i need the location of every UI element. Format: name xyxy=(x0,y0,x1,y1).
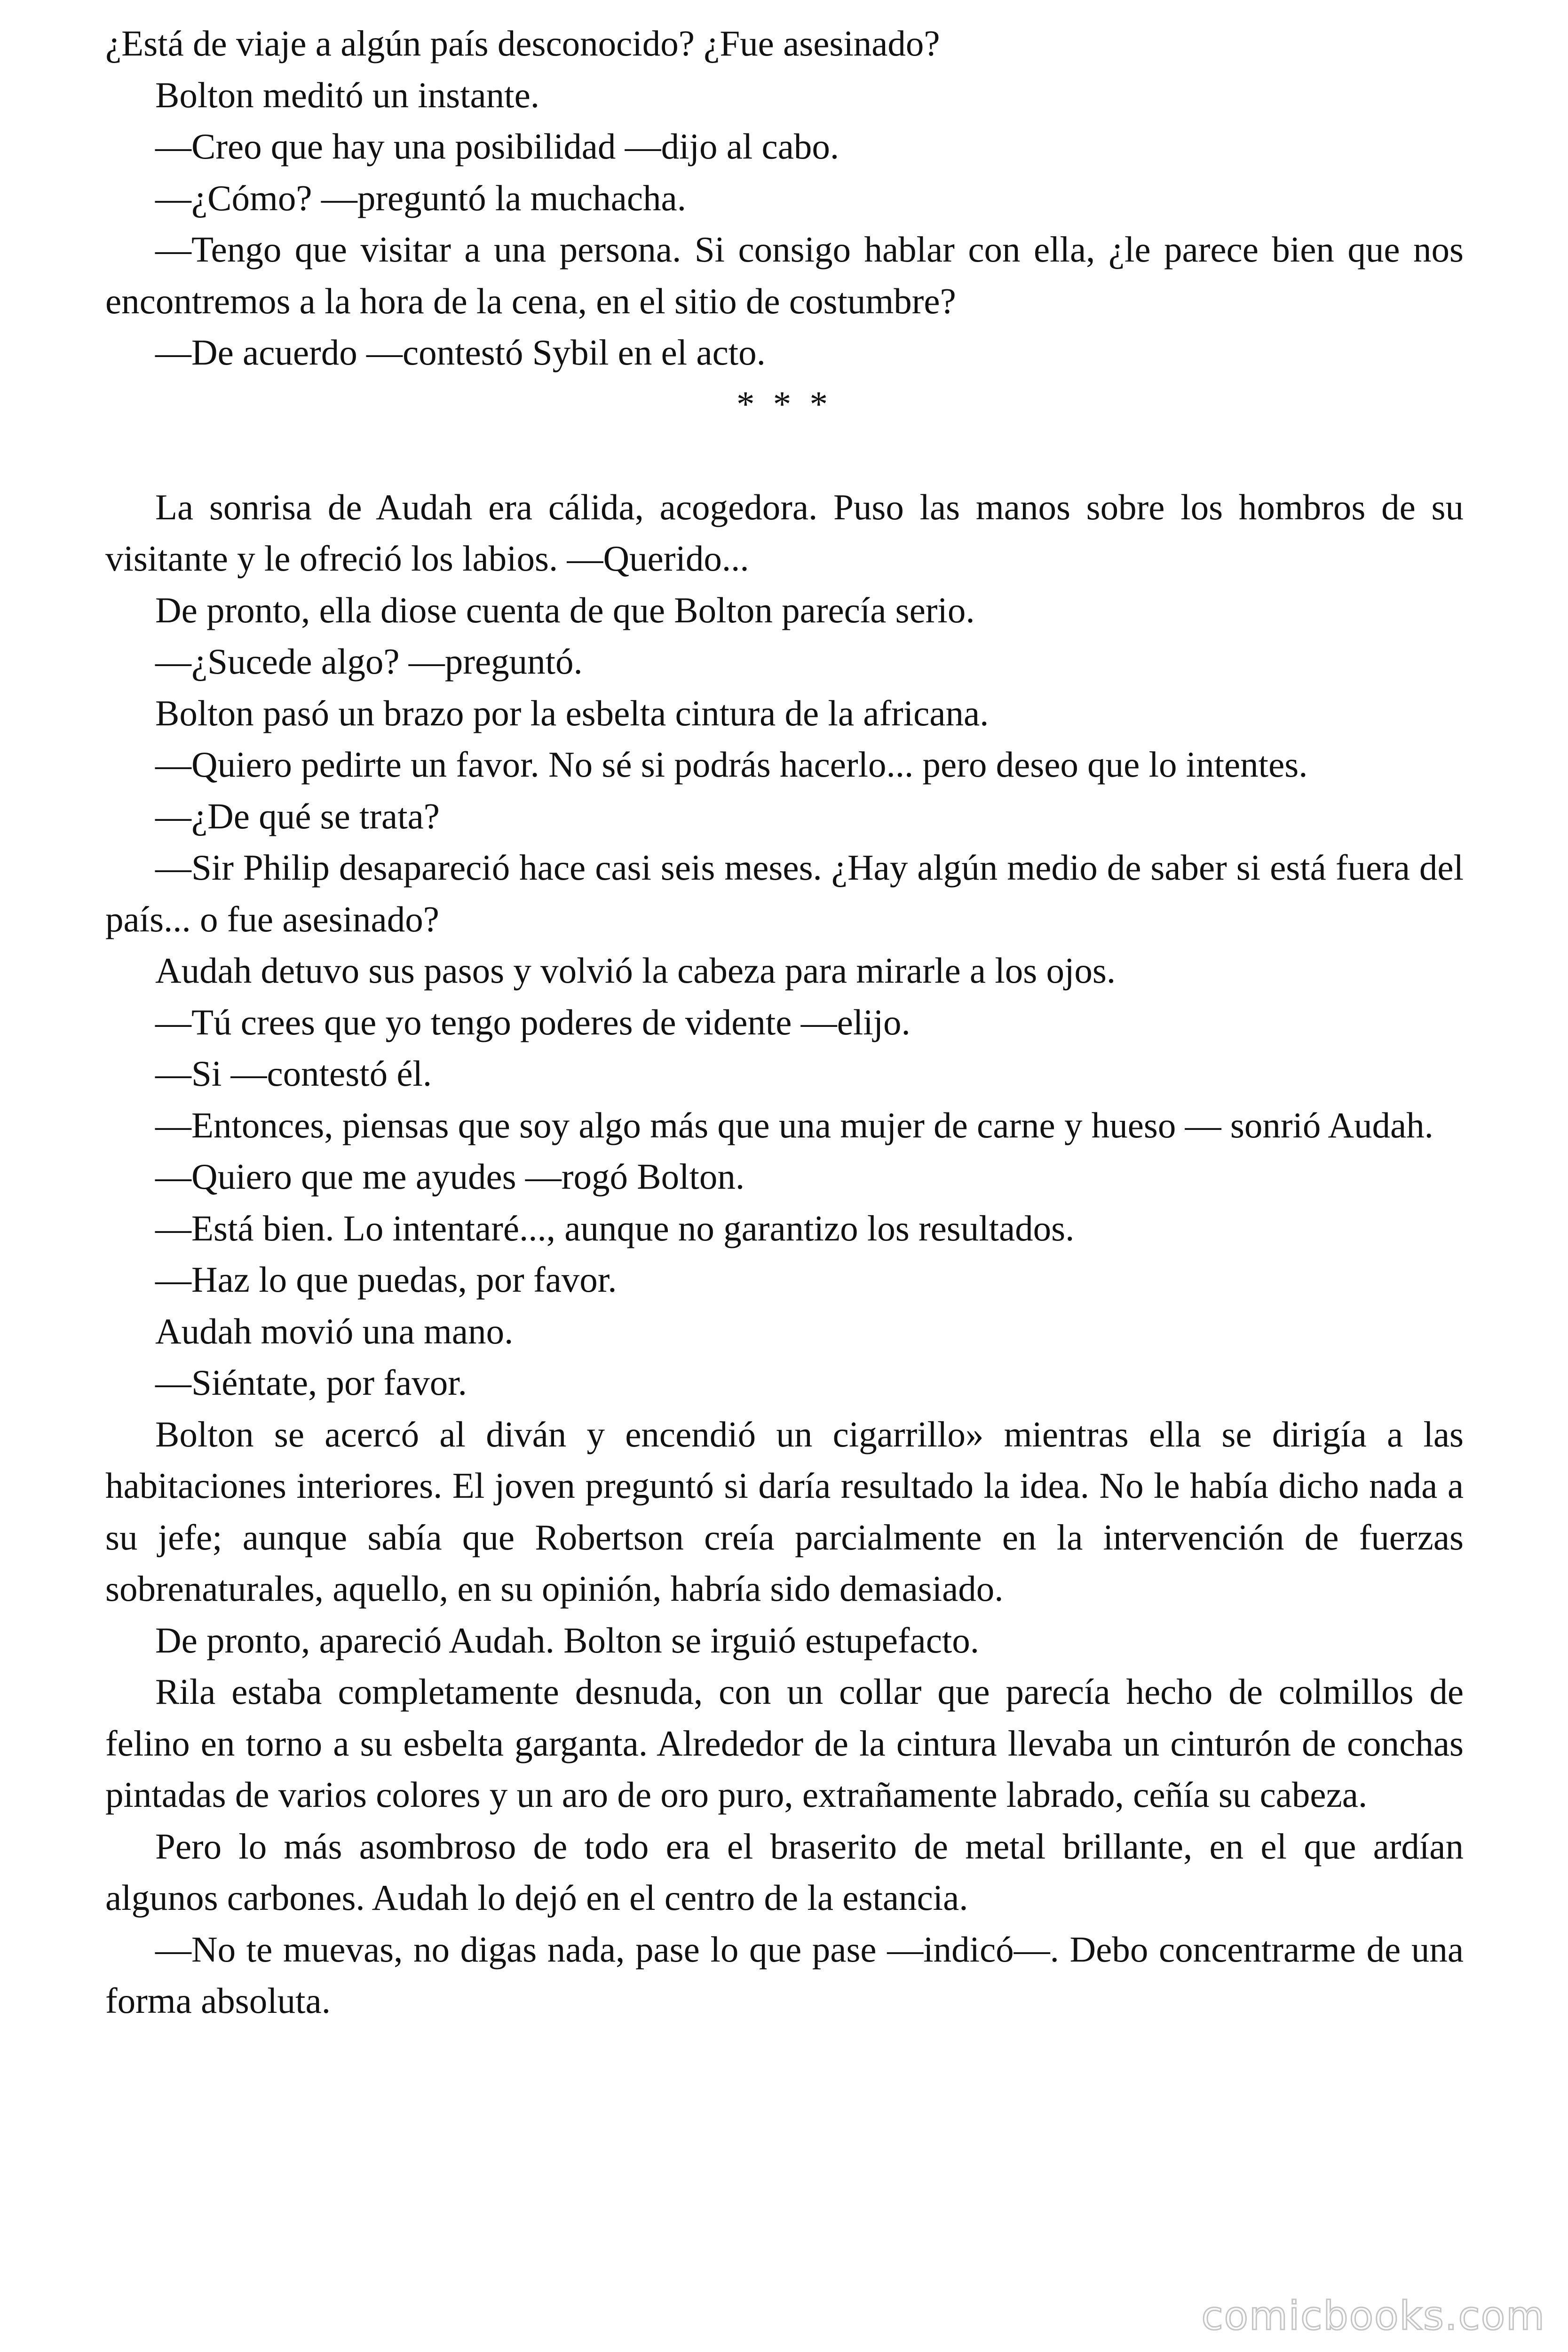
paragraph: Audah movió una mano. xyxy=(155,1311,514,1351)
paragraph: —Creo que hay una posibilidad —dijo al cabo. xyxy=(155,126,839,167)
paragraph: Rila estaba completamente desnuda, con un collar que parecía hecho de colmillos de felino en torno a su esbelta garganta. Alrededor de la cintura llevaba un cinturón de conchas pintadas de varios colores y un aro de oro puro, extrañamente labrado, ceñía su cabeza. xyxy=(105,1671,1464,1815)
paragraph: —Quiero pedirte un favor. No sé si podrás hacerlo... pero deseo que lo intentes. xyxy=(155,744,1308,785)
paragraph: —Haz lo que puedas, por favor. xyxy=(155,1259,617,1300)
paragraph: —Siéntate, por favor. xyxy=(155,1362,467,1403)
paragraph: —Si —contestó él. xyxy=(155,1053,432,1094)
paragraph: ¿Está de viaje a algún país desconocido? ¿Fue asesinado? xyxy=(105,23,940,64)
paragraph: De pronto, apareció Audah. Bolton se irguió estupefacto. xyxy=(155,1620,980,1661)
paragraph: La sonrisa de Audah era cálida, acogedora. Puso las manos sobre los hombros de su visitante y le ofreció los labios. —Querido... xyxy=(105,486,1464,579)
paragraph: —Tú crees que yo tengo poderes de vidente —elijo. xyxy=(155,1001,911,1042)
watermark: comicbooks.com xyxy=(1201,2293,1545,2339)
paragraph: —Quiero que me ayudes —rogó Bolton. xyxy=(155,1156,745,1197)
paragraph: Pero lo más asombroso de todo era el braserito de metal brillante, en el que ardían algunos carbones. Audah lo dejó en el centro de la estancia. xyxy=(105,1826,1464,1918)
paragraph: De pronto, ella diose cuenta de que Bolton parecía serio. xyxy=(155,589,975,630)
paragraph: —Está bien. Lo intentaré..., aunque no garantizo los resultados. xyxy=(155,1208,1075,1248)
paragraph: —¿Sucede algo? —preguntó. xyxy=(155,641,583,682)
paragraph: Bolton pasó un brazo por la esbelta cintura de la africana. xyxy=(155,692,989,733)
paragraph: —Sir Philip desapareció hace casi seis meses. ¿Hay algún medio de saber si está fuera del país... o fue asesinado? xyxy=(105,847,1464,939)
paragraph: Bolton se acercó al diván y encendió un cigarrillo» mientras ella se dirigía a las habitaciones interiores. El joven preguntó si daría resultado la idea. No le había dicho nada a su jefe; aunque sabía que Robertson creía parcialmente en la intervención de fuerzas sobrenaturales, aquello, en su opinión, habría sido demasiado. xyxy=(105,1414,1464,1609)
paragraph: —No te muevas, no digas nada, pase lo que pase —indicó—. Debo concentrarme de una forma absoluta. xyxy=(105,1929,1464,2021)
scene-break-asterisks: * * * xyxy=(736,383,832,424)
paragraph: —Entonces, piensas que soy algo más que una mujer de carne y hueso — sonrió Audah. xyxy=(155,1104,1433,1145)
page-body xyxy=(105,18,1464,2027)
paragraph: Bolton meditó un instante. xyxy=(155,74,539,115)
scene-break xyxy=(105,379,1464,482)
paragraph: Audah detuvo sus pasos y volvió la cabeza para mirarle a los ojos. xyxy=(155,950,1116,991)
paragraph: —¿Cómo? —preguntó la muchacha. xyxy=(155,177,686,218)
paragraph: —¿De qué se trata? xyxy=(155,795,440,836)
paragraph: —De acuerdo —contestó Sybil en el acto. xyxy=(155,332,766,373)
paragraph: —Tengo que visitar a una persona. Si consigo hablar con ella, ¿le parece bien que nos encontremos a la hora de la cena, en el sitio de costumbre? xyxy=(105,229,1464,321)
